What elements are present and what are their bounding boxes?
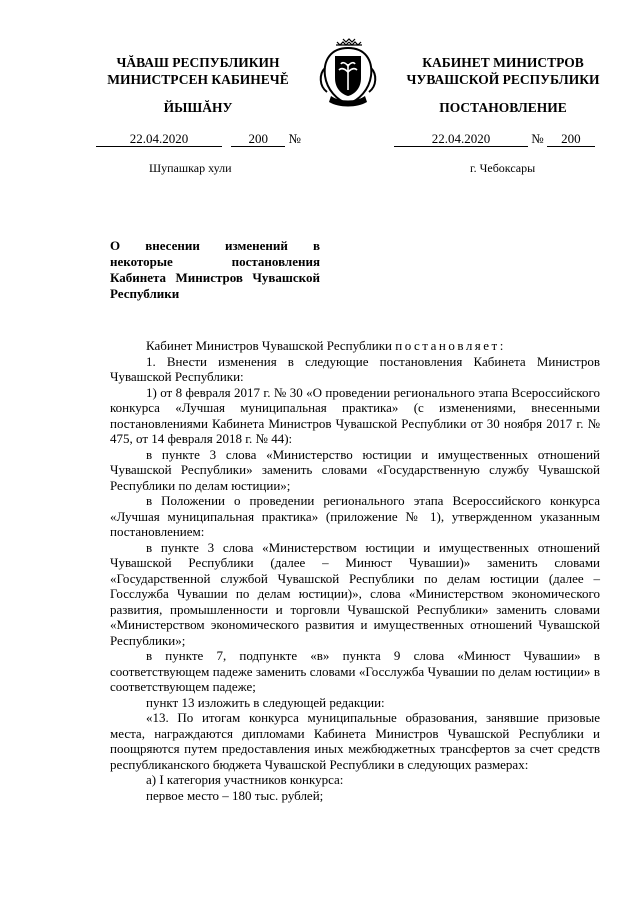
paragraph: в пункте 3 слова «Министерством юстиции и имущественных отношений Чувашской Республики (далее – Минюст Чувашии)» заменить словами «Государственной службой Чувашской Республики по делам юстиции (далее – Госслужба Чувашии по делам юстиции)», слова «Министерством экономического развития, промышленности и торговли Чувашской Республики» заменить словами «Министерством экономического развития и имущественных отношений Чувашской Республики»; bbox=[110, 539, 600, 648]
preamble bbox=[110, 338, 600, 354]
date-line-left bbox=[96, 131, 301, 147]
paragraph: в пункте 3 слова «Министерство юстиции и имущественных отношений Чувашской Республики» заменить словами «Государственную службу Чувашской Республики по делам юстиции»; bbox=[110, 446, 600, 493]
right-number-sign: № bbox=[531, 131, 544, 146]
paragraph: 1. Внести изменения в следующие постановления Кабинета Министров Чувашской Республики: bbox=[110, 353, 600, 384]
left-date-value: 22.04.2020 bbox=[96, 131, 222, 147]
paragraph: «13. По итогам конкурса муниципальные образования, занявшие призовые места, награждаются дипломами Кабинета Министров Чувашской Республики и поощряются путем предоставления иных межбюджетных трансфертов за счет средств республиканского бюджета Чувашской Республики в следующих размерах: bbox=[110, 710, 600, 772]
paragraph: а) I категория участников конкурса: bbox=[146, 772, 344, 787]
preamble-verb: постановляет: bbox=[395, 338, 506, 353]
paragraph: 1) от 8 февраля 2017 г. № 30 «О проведении регионального этапа Всероссийского конкурса «Лучшая муниципальная практика» (с изменениями, внесенными постановлениями Кабинета Министров Чувашской Республики от 30 ноября 2017 г. № 475, от 14 февраля 2018 г. № 44): bbox=[110, 384, 600, 446]
preamble-text: Кабинет Министров Чувашской Республики bbox=[146, 338, 392, 353]
date-line-right bbox=[394, 131, 595, 147]
header-right-line2: ЧУВАШСКОЙ РЕСПУБЛИКИ bbox=[406, 72, 600, 87]
right-date-value: 22.04.2020 bbox=[394, 131, 528, 147]
right-number-value: 200 bbox=[547, 131, 595, 147]
header-right bbox=[388, 54, 618, 88]
left-number-value: 200 bbox=[231, 131, 285, 147]
header-left bbox=[88, 54, 308, 88]
right-city: г. Чебоксары bbox=[470, 161, 536, 175]
doctype-right: ПОСТАНОВЛЕНИЕ bbox=[439, 100, 567, 115]
document-body bbox=[110, 338, 600, 803]
paragraph: пункт 13 изложить в следующей редакции: bbox=[146, 694, 385, 710]
header-left-line1: ЧĂВАШ РЕСПУБЛИКИН bbox=[116, 55, 280, 70]
doctype-left: ЙЫШĂНУ bbox=[163, 100, 233, 115]
paragraph: в пункте 7, подпункте «в» пункта 9 слова «Минюст Чувашии» в соответствующем падеже заменить словами «Госслужба Чувашии по делам юстиции» в соответствующем падеже; bbox=[110, 648, 600, 694]
left-number-sign: № bbox=[288, 131, 301, 146]
document-subject: О внесении изменений в некоторые постановления Кабинета Министров Чувашской Республики bbox=[110, 238, 320, 301]
chuvashia-coat-of-arms-icon bbox=[317, 38, 379, 110]
header-right-line1: КАБИНЕТ МИНИСТРОВ bbox=[422, 55, 584, 70]
left-city: Шупашкар хули bbox=[149, 161, 232, 175]
header-left-line2: МИНИСТРСЕН КАБИНЕЧĚ bbox=[107, 72, 289, 87]
paragraph: в Положении о проведении регионального этапа Всероссийского конкурса «Лучшая муниципальная практика» (приложение № 1), утвержденном указанным постановлением: bbox=[110, 493, 600, 539]
paragraph: первое место – 180 тыс. рублей; bbox=[146, 787, 324, 803]
